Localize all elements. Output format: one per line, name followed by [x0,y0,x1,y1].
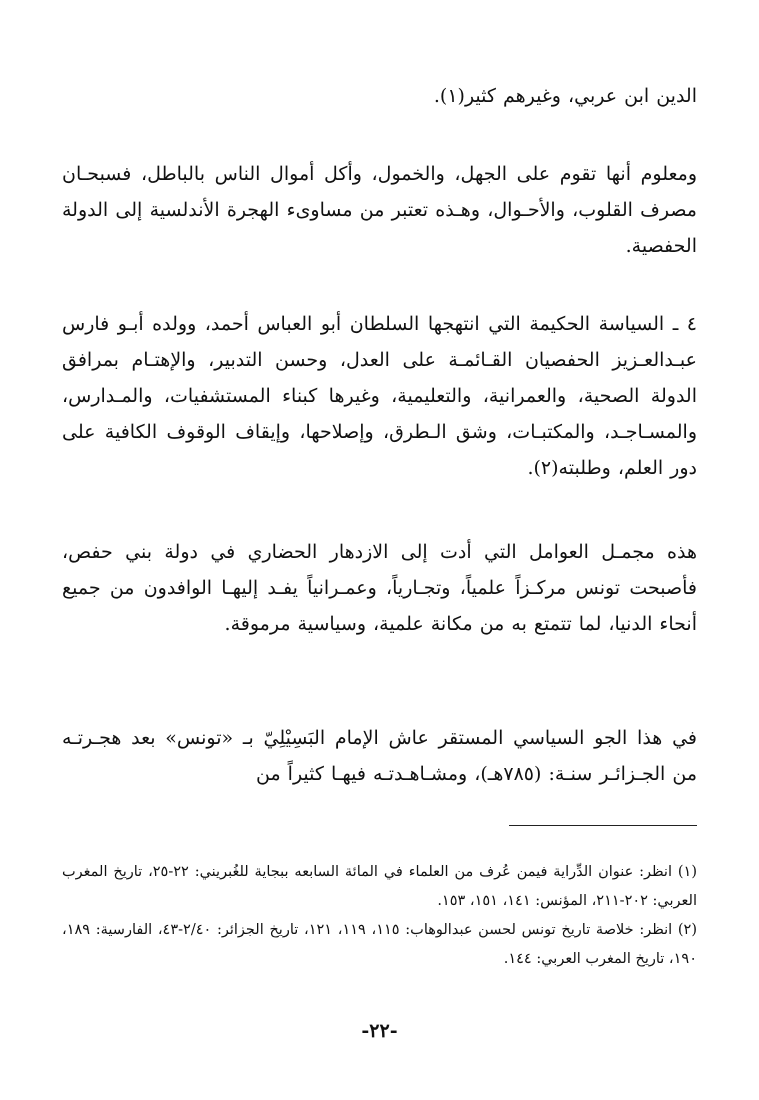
paragraph-1: الدين ابن عربي، وغيرهم كثير(١). [433,85,697,107]
paragraph-2: ومعلوم أنها تقوم على الجهل، والخمول، وأكل أموال الناس بالباطل، فسبحـان مصرف القلوب، والأحـوال، وهـذه تعتبر من مساوىء الهجرة الأندلسية إلى الدولة الحفصية. [62,163,698,257]
paragraph-5: في هذا الجو السياسي المستقر عاش الإمام البَسِيْلِيّ بـ «تونس» بعد هجـرتـه من الجـزائـر سنـة: (٧٨٥هـ)، ومشـاهـدتـه فيهـا كثيراً من [62,727,697,785]
paragraph-4: هذه مجمـل العوامل التي أدت إلى الازدهار الحضاري في دولة بني حفص، فأصبحت تونس مركـزاً علمياً، وتجـارياً، وعمـرانياً يفـد إليهـا الوافدون من جميع أنحاء الدنيا، لما تتمتع به من مكانة علمية، وسياسية مرموقة. [62,541,697,635]
footnote-1: (١) انظر: عنوان الدِّراية فيمن عُرف من العلماء في المائة السابعه ببجاية للغُبريني: ٢٢-٢٥، تاريخ المغرب العربي: ٢٠٢-٢١١، المؤنس: ١٤١، ١٥١، ١٥٣. [62,864,697,909]
footnote-divider [509,825,697,826]
book-page [62,0,697,1100]
paragraph-3: ٤ ـ السياسة الحكيمة التي انتهجها السلطان أبو العباس أحمد، وولده أبـو فارس عبـدالعـزيز الحفصيان القـائمـة على العدل، وحسن التدبير، والإهتـام بمرافق الدولة الصحية، والعمرانية، والتعليمية، وغيرها كبناء المستشفيات، والمـدارس، والمسـاجـد، والمكتبـات، وشق الـطرق، وإصلاحها، وإيقاف الوقوف الكافية على دور العلم، وطلبته(٢). [62,313,697,479]
page-number: -٢٢- [361,1020,398,1042]
footnotes [62,858,697,974]
footnote-2: (٢) انظر: خلاصة تاريخ تونس لحسن عبدالوهاب: ١١٥، ١١٩، ١٢١، تاريخ الجزائر: ٢/٤٠-٤٣، الفارسية: ١٨٩، ١٩٠، تاريخ المغرب العربي: ١٤٤. [62,922,698,967]
